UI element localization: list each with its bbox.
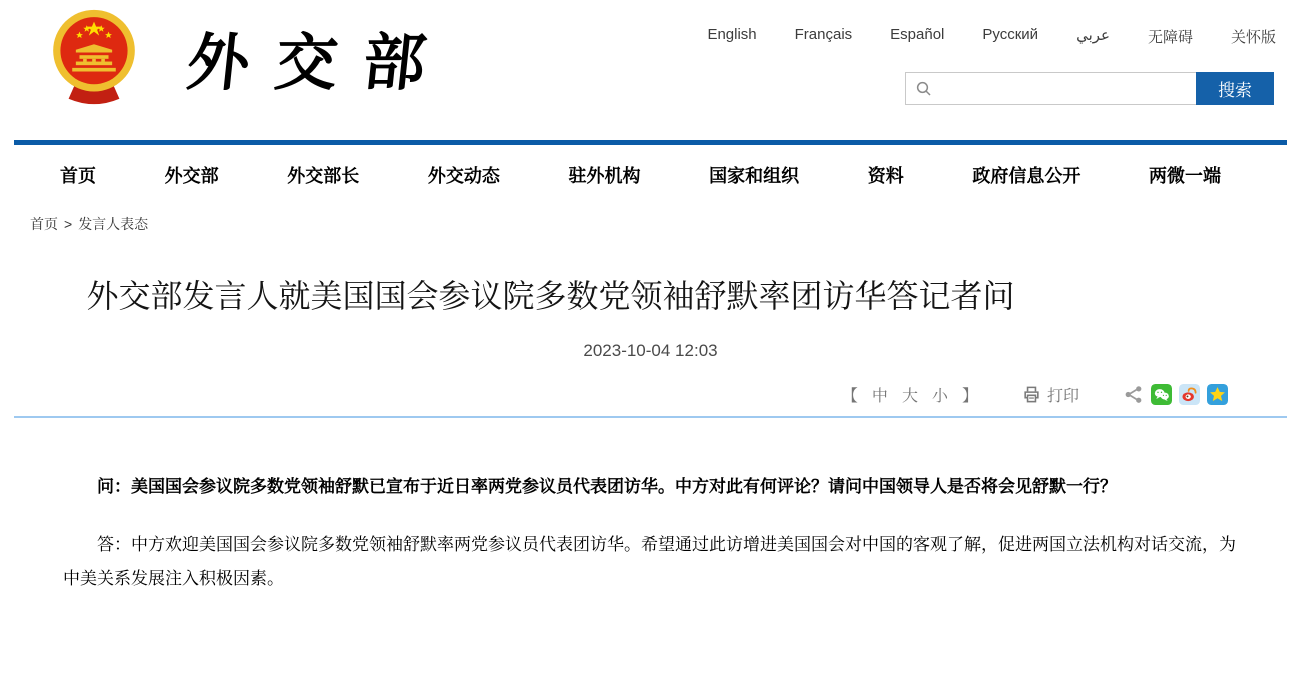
share-group — [1123, 384, 1228, 405]
question-paragraph: 问：美国国会参议院多数党领袖舒默已宣布于近日率两党参议员代表团访华。中方对此有何评论？请问中国领导人是否将会见舒默一行？ — [97, 476, 1117, 496]
search-button[interactable]: 搜索 — [1196, 72, 1274, 105]
font-size-large-button[interactable]: 大 — [901, 387, 918, 405]
printer-icon — [1022, 385, 1041, 404]
article-body — [63, 470, 1238, 596]
care-version-link[interactable]: 关怀版 — [1230, 29, 1276, 46]
logo-calligraphy-text: 外交部 — [183, 29, 455, 98]
nav-item-gov-info[interactable]: 政府信息公开 — [972, 166, 1081, 186]
font-size-bracket-close: 】 — [961, 387, 978, 405]
content-divider — [14, 416, 1287, 418]
main-nav — [0, 145, 1301, 202]
font-size-medium-button[interactable]: 中 — [871, 387, 888, 405]
breadcrumb — [0, 202, 1301, 234]
nav-item-missions[interactable]: 驻外机构 — [568, 166, 641, 186]
article — [0, 274, 1301, 406]
lang-english[interactable]: English — [707, 26, 757, 43]
print-button[interactable] — [1022, 383, 1079, 406]
nav-item-ministry[interactable]: 外交部 — [164, 166, 219, 186]
site-header — [0, 0, 1301, 140]
nav-item-social-media[interactable]: 两微一端 — [1149, 166, 1221, 186]
accessibility-link[interactable]: 无障碍 — [1147, 29, 1193, 46]
nav-item-countries[interactable]: 国家和组织 — [709, 166, 800, 186]
share-icon[interactable] — [1123, 384, 1144, 405]
breadcrumb-home[interactable]: 首页 — [30, 216, 58, 232]
site-logo[interactable] — [48, 8, 455, 106]
font-size-control — [842, 383, 978, 406]
article-toolbar — [63, 383, 1238, 406]
nav-item-home[interactable]: 首页 — [60, 166, 96, 186]
lang-french[interactable]: Français — [794, 26, 853, 43]
national-emblem-icon — [48, 8, 140, 106]
weibo-icon[interactable] — [1179, 384, 1200, 405]
nav-item-activities[interactable]: 外交动态 — [427, 166, 500, 186]
lang-arabic[interactable]: عربي — [1076, 27, 1110, 44]
font-size-small-button[interactable]: 小 — [931, 387, 948, 405]
print-label: 打印 — [1046, 387, 1079, 405]
lang-spanish[interactable]: Español — [890, 26, 945, 43]
breadcrumb-current[interactable]: 发言人表态 — [78, 216, 149, 232]
lang-russian[interactable]: Русский — [982, 26, 1039, 43]
language-switcher — [707, 26, 1276, 47]
page-title: 外交部发言人就美国国会参议院多数党领袖舒默率团访华答记者问 — [86, 278, 1015, 314]
search-input-wrap — [905, 72, 1196, 105]
font-size-bracket-open: 【 — [841, 387, 858, 405]
search-bar — [905, 72, 1274, 105]
nav-item-resources[interactable]: 资料 — [867, 166, 904, 186]
nav-item-minister[interactable]: 外交部长 — [287, 166, 360, 186]
answer-paragraph: 答：中方欢迎美国国会参议院多数党领袖舒默率两党参议员代表团访华。希望通过此访增进美国国会对中国的客观了解，促进两国立法机构对话交流，为中美关系发展注入积极因素。 — [63, 534, 1236, 588]
qzone-icon[interactable] — [1207, 384, 1228, 405]
wechat-icon[interactable] — [1151, 384, 1172, 405]
search-input[interactable] — [906, 73, 1196, 104]
article-date: 2023-10-04 12:03 — [583, 340, 718, 360]
article-body-wrap — [0, 470, 1301, 596]
search-icon — [915, 80, 933, 98]
breadcrumb-separator: > — [64, 216, 73, 232]
